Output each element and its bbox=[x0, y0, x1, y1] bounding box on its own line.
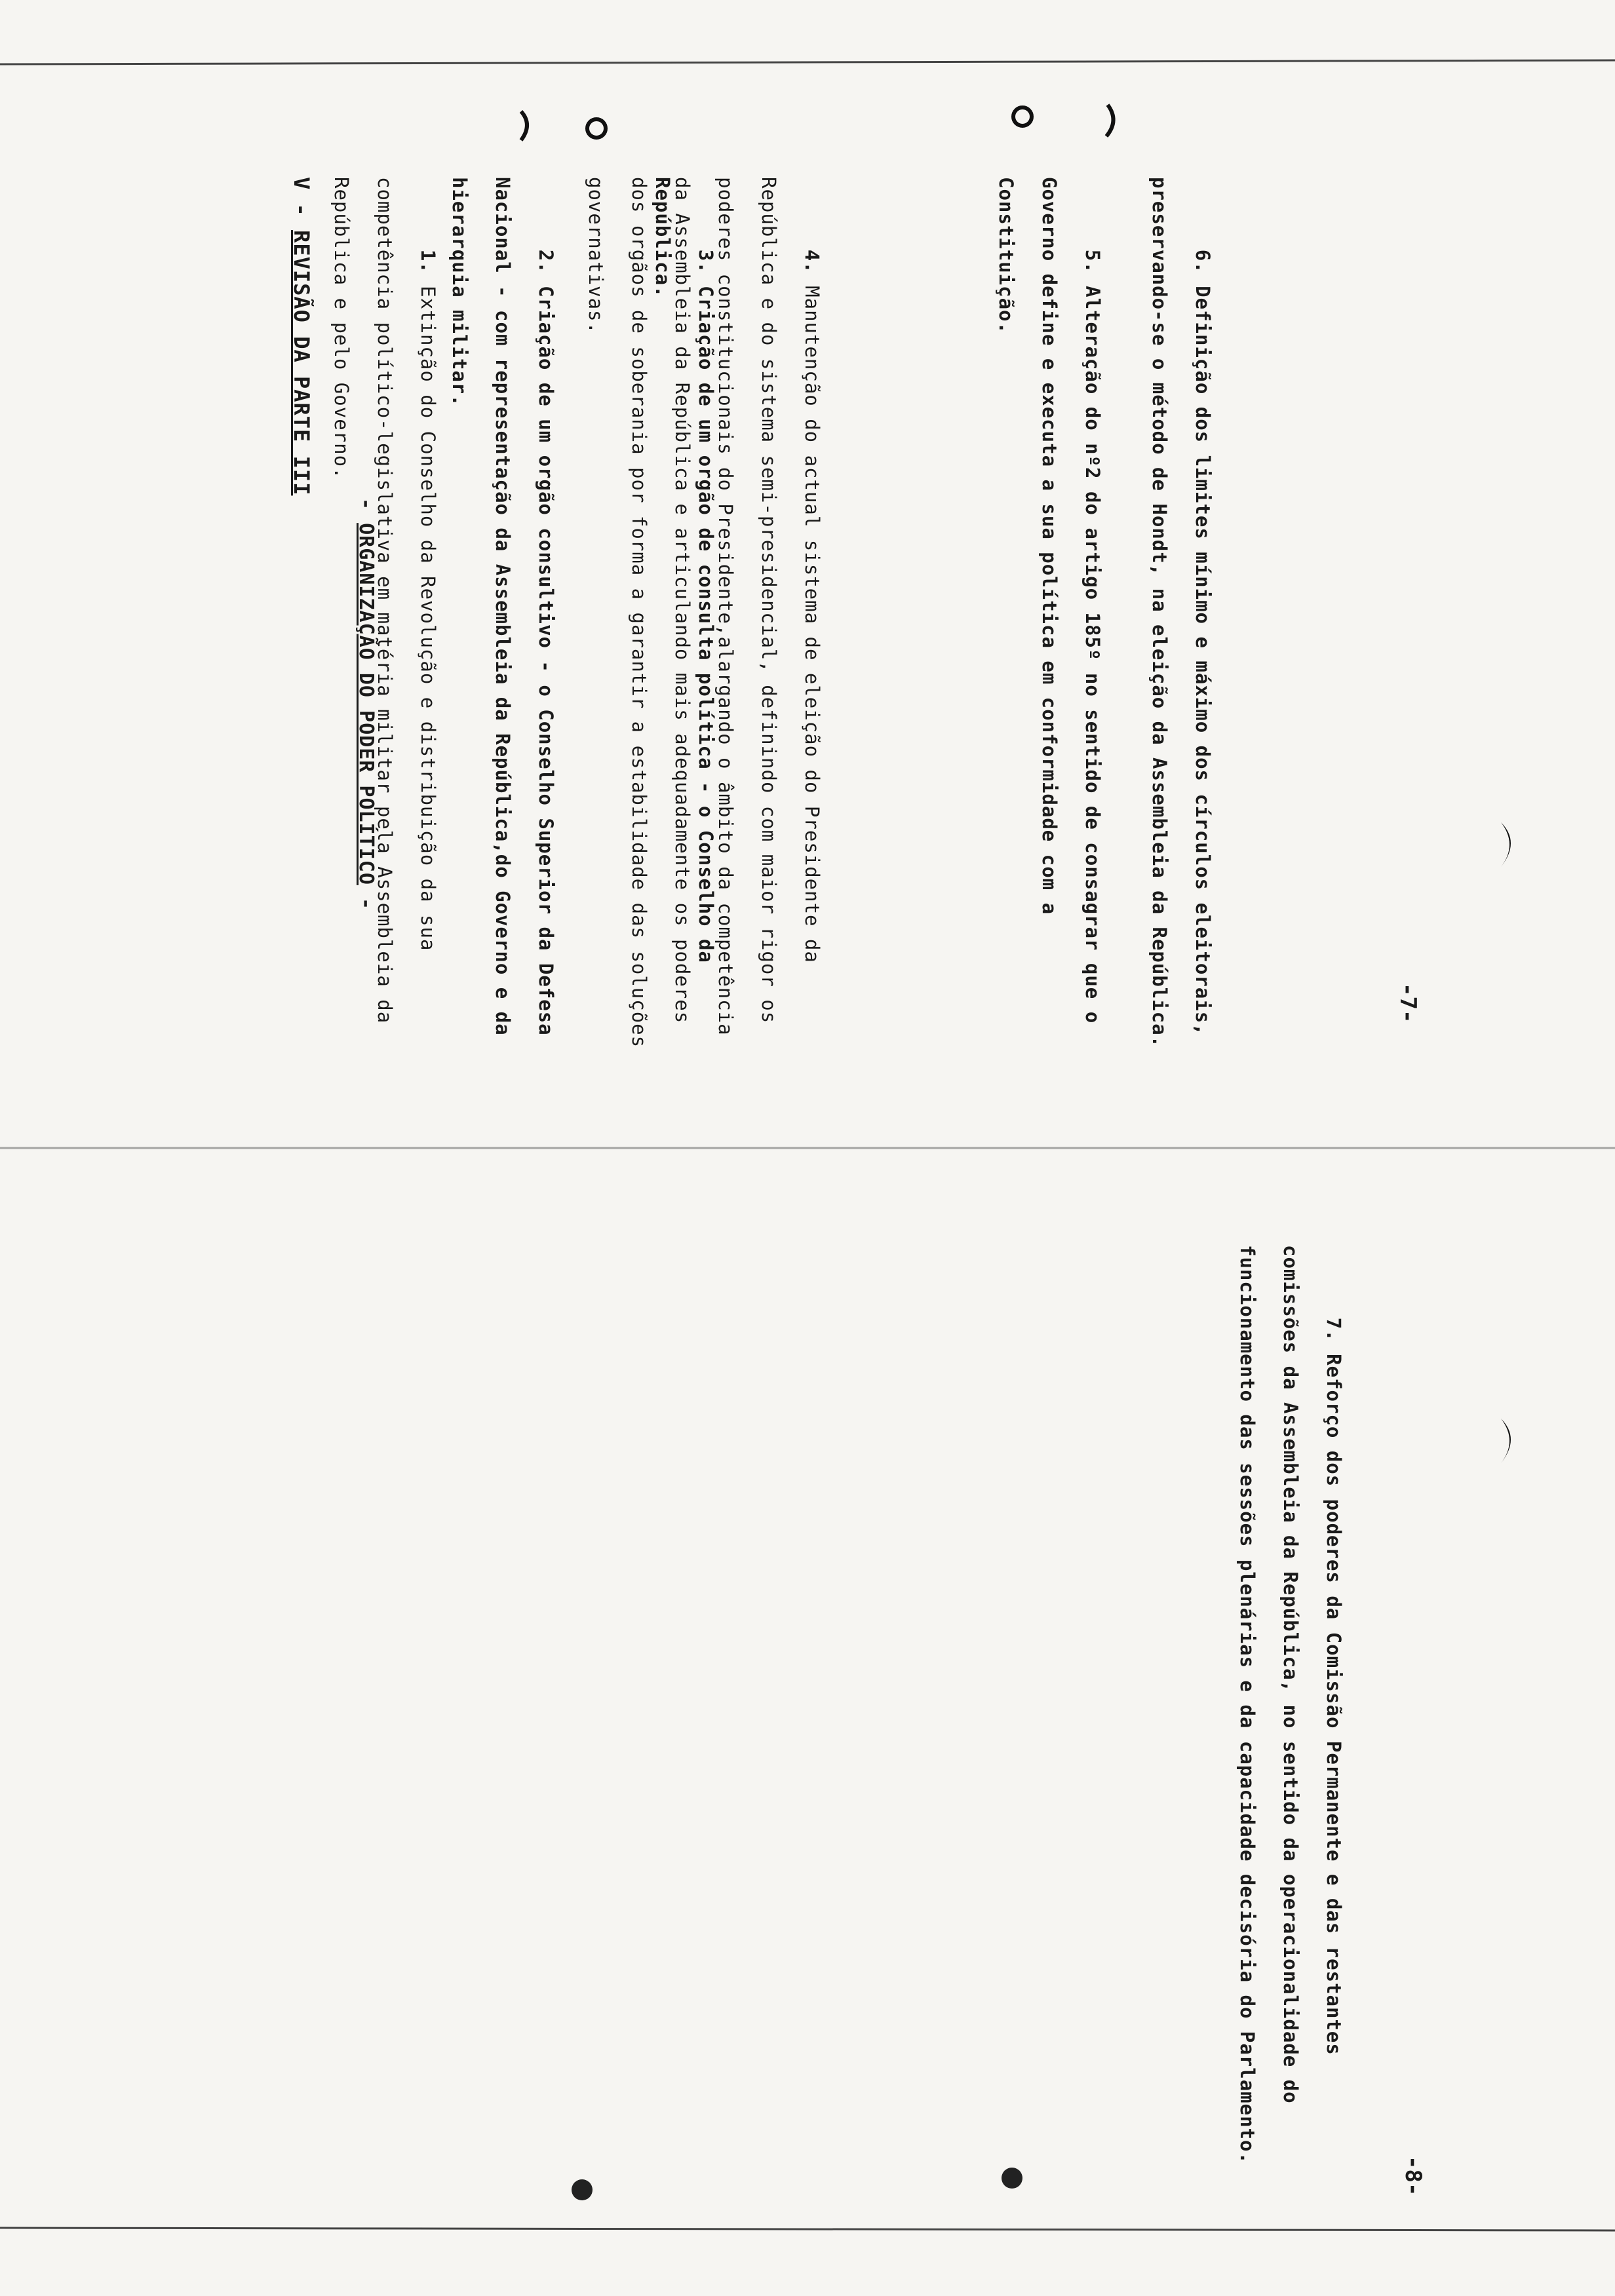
item-number: 7. bbox=[1323, 1317, 1345, 1342]
item-number: 4. bbox=[801, 249, 823, 274]
item-number: 2. bbox=[535, 249, 557, 274]
item-number: 3. bbox=[695, 249, 717, 274]
item-number: 6. bbox=[1192, 249, 1214, 274]
item-text: Criação de um orgão consultivo - o Conselho Superior da Defesa Nacional - com representação da Assembleia da República,do Governo e da hierarquia militar. bbox=[448, 177, 557, 1048]
page-8 bbox=[0, 1153, 1615, 2296]
item-text: Alteração do nº2 do artigo 185º no sentido de consagrar que o Governo define e executa a sua política em conformidade com a Constituição. bbox=[995, 177, 1104, 1036]
item-text: Criação de um orgão de consulta política - o Conselho da República. bbox=[652, 177, 717, 976]
item-text: Manutenção do actual sistema de eleição do Presidente da República e do sistema semi-presidencial, definindo com maior rigor os poderes constitucionais do Presidente,alargando o âmbito da competência da Assembleia da República e articulando mais adequadamente os poderes dos orgãos de soberania por forma a garantir a estabilidade das soluções governativas. bbox=[585, 177, 823, 1060]
subtitle-text: ORGANIZAÇÃO DO PODER POLÍTICO bbox=[355, 523, 378, 885]
item-number: 5. bbox=[1081, 249, 1104, 274]
subtitle-prefix: - bbox=[355, 498, 378, 524]
item-text: Reforço dos poderes da Comissão Permanente e das restantes comissões da Assembleia da República, no sentido da operacionalidade do funcionamento das sessões plenárias e da capacidade decisória do Parlamento. bbox=[1236, 1245, 1345, 2164]
subtitle-suffix: - bbox=[355, 885, 378, 911]
page-number: -7- bbox=[1395, 983, 1421, 1024]
section-prefix: V - bbox=[289, 177, 314, 231]
list-item bbox=[531, 177, 877, 1062]
item-text: Definição dos limites mínimo e máximo dos círculos eleitorais, preservando-se o método de Hondt, na eleição da Assembleia da República. bbox=[1148, 177, 1214, 1048]
item-text: Extinção do Conselho da Revolução e distribuição da sua competência político-legislativa em matéria militar pela Assembleia da República e pelo Governo. bbox=[330, 177, 439, 1036]
item-number: 1. bbox=[417, 249, 439, 274]
list-item bbox=[1182, 1245, 1399, 2175]
page-number: -8- bbox=[1400, 2156, 1426, 2196]
section-title-text: REVISÃO DA PARTE III bbox=[289, 230, 314, 496]
list-item bbox=[1095, 177, 1268, 1062]
